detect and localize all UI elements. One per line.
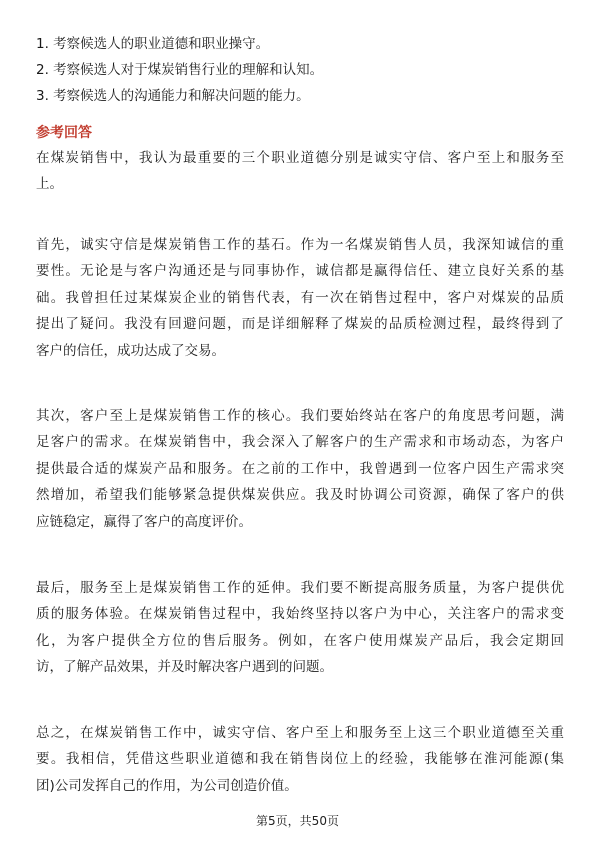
paragraph-line: 其次，客户至上是煤炭销售工作的核心。我们要始终站在客户的角度思考问题，满 <box>36 408 564 424</box>
criteria-item: 1. 考察候选人的职业道德和职业操守。 <box>36 36 270 52</box>
paragraph-line: 化，为客户提供全方位的售后服务。例如，在客户使用煤炭产品后，我会定期回 <box>36 632 564 649</box>
paragraph-line: 提供最合适的煤炭产品和服务。在之前的工作中，我曾遇到一位客户因生产需求突 <box>36 460 564 477</box>
page-number-footer: 第5页，共50页 <box>256 814 339 828</box>
paragraph-line: 团)公司发挥自己的作用，为公司创造价值。 <box>36 777 298 794</box>
answer-paragraph-customer-first <box>36 403 564 535</box>
answer-paragraph-integrity <box>36 232 564 364</box>
paragraph-line: 然增加，希望我们能够紧急提供煤炭供应。我及时协调公司资源，确保了客户的供 <box>36 487 564 504</box>
paragraph-line: 足客户的需求。在煤炭销售中，我会深入了解客户的生产需求和市场动态，为客户 <box>36 434 564 451</box>
paragraph-line: 在煤炭销售中，我认为最重要的三个职业道德分别是诚实守信、客户至上和服务至 <box>36 150 564 166</box>
paragraph-line: 访，了解产品效果，并及时解决客户遇到的问题。 <box>36 659 333 676</box>
paragraph-line: 总之，在煤炭销售工作中，诚实守信、客户至上和服务至上这三个职业道德至关重 <box>36 725 564 741</box>
paragraph-line: 提出了疑问。我没有回避问题，而是详细解释了煤炭的品质检测过程，最终得到了 <box>36 316 564 333</box>
paragraph-line: 首先，诚实守信是煤炭销售工作的基石。作为一名煤炭销售人员，我深知诚信的重 <box>36 237 564 253</box>
reference-answer-heading: 参考回答 <box>36 125 92 141</box>
paragraph-line: 要。我相信，凭借这些职业道德和我在销售岗位上的经验，我能够在淮河能源(集 <box>36 751 564 768</box>
paragraph-line: 上。 <box>36 176 63 193</box>
answer-paragraph-service-first <box>36 575 564 681</box>
paragraph-line: 质的服务体验。在煤炭销售过程中，我始终坚持以客户为中心，关注客户的需求变 <box>36 606 564 623</box>
answer-paragraph-conclusion <box>36 720 564 799</box>
paragraph-line: 础。我曾担任过某煤炭企业的销售代表，有一次在销售过程中，客户对煤炭的品质 <box>36 289 564 306</box>
answer-paragraph-intro <box>36 145 564 198</box>
paragraph-line: 最后，服务至上是煤炭销售工作的延伸。我们要不断提高服务质量，为客户提供优 <box>36 580 564 596</box>
criteria-item: 2. 考察候选人对于煤炭销售行业的理解和认知。 <box>36 62 324 78</box>
paragraph-line: 要性。无论是与客户沟通还是与同事协作，诚信都是赢得信任、建立良好关系的基 <box>36 263 564 280</box>
evaluation-criteria-list <box>36 31 564 109</box>
criteria-item: 3. 考察候选人的沟通能力和解决问题的能力。 <box>36 88 310 104</box>
paragraph-line: 应链稳定，赢得了客户的高度评价。 <box>36 513 252 530</box>
paragraph-line: 客户的信任，成功达成了交易。 <box>36 342 225 359</box>
